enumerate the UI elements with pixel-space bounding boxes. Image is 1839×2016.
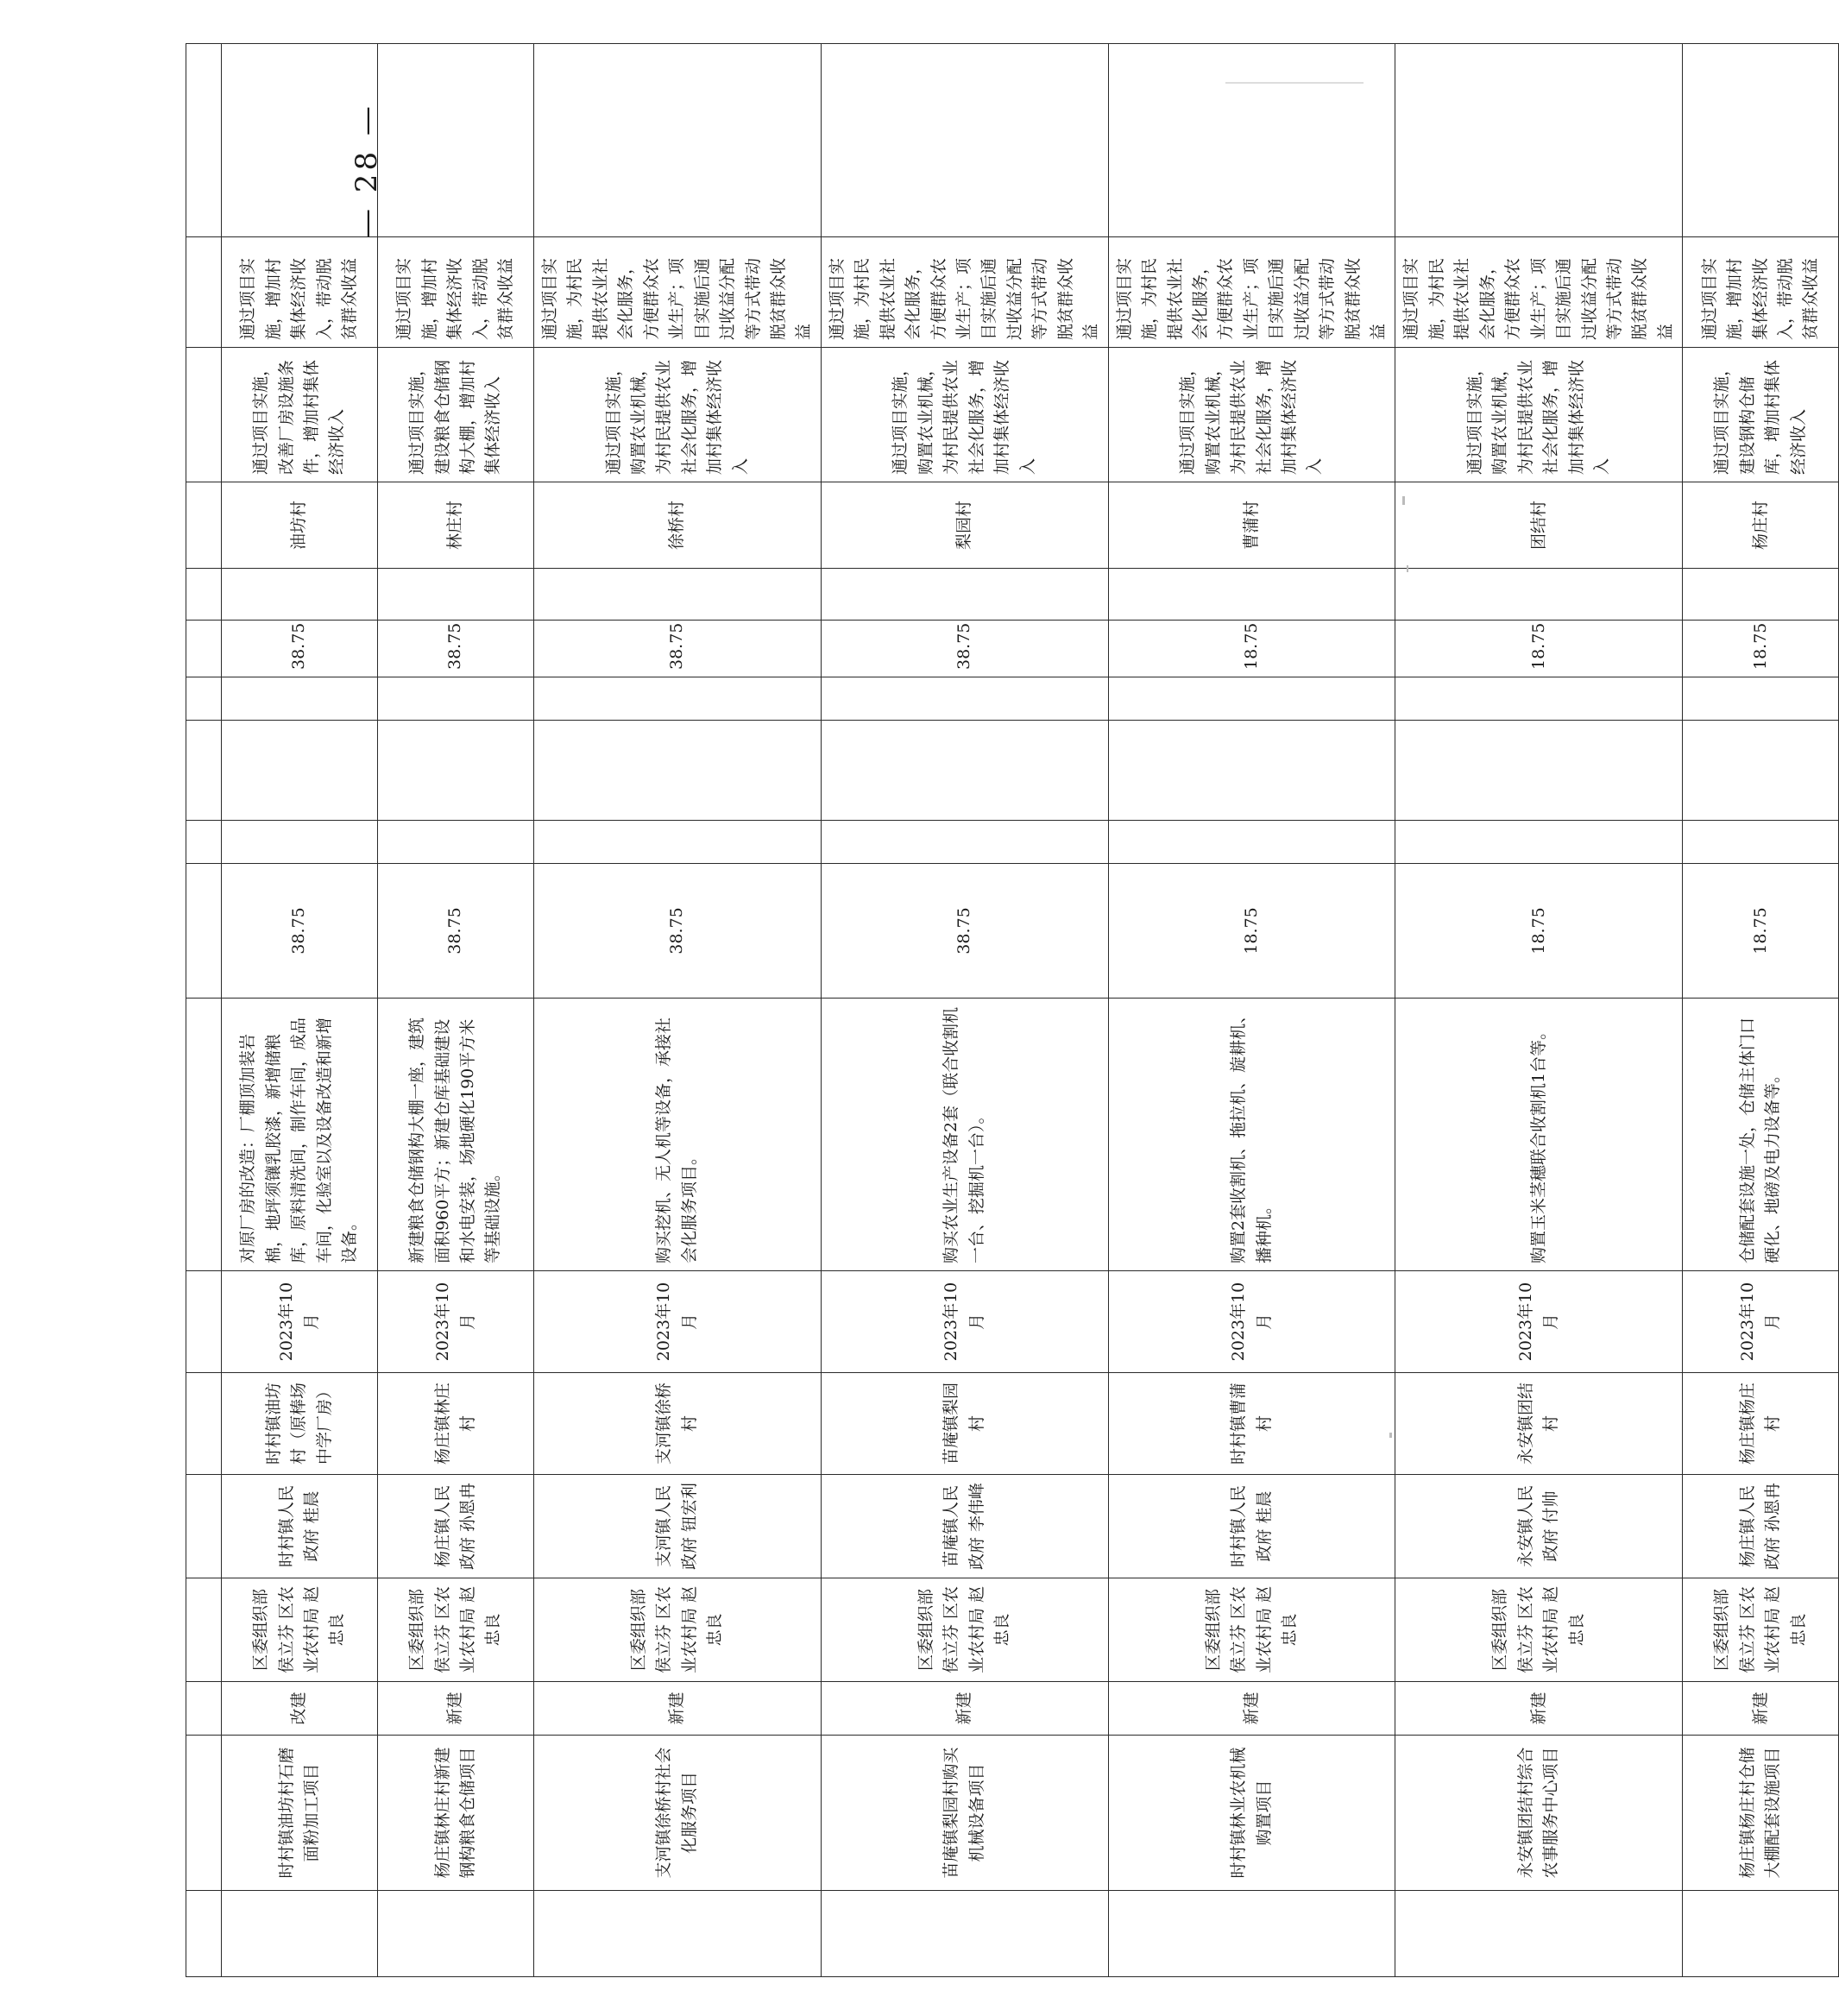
benefit-mechanism: 通过项目实施，购置农业机械，为村民提供农业社会化服务，增加村集体经济收入	[821, 348, 1108, 482]
fund-amount: 18.75	[1683, 621, 1839, 677]
supervisor: 区委组织部 侯立芬 区农业农村局 赵忠良	[222, 1578, 378, 1682]
table-cell	[222, 569, 378, 621]
table-cell	[186, 482, 222, 569]
table-cell	[186, 44, 222, 237]
table-cell	[378, 821, 534, 864]
project-location: 时村镇油坊村（原棒场中学厂房）	[222, 1373, 378, 1475]
benefit-effect: 通过项目实施，为村民提供农业社会化服务，方便群众农业生产；项目实施后通过收益分配等方式带动脱贫群众收益	[1108, 237, 1395, 348]
fund-amount: 38.75	[378, 621, 534, 677]
total-investment: 38.75	[222, 864, 378, 999]
fund-amount: 38.75	[222, 621, 378, 677]
table-row	[378, 44, 534, 1977]
table-cell	[222, 721, 378, 821]
total-investment: 18.75	[1395, 864, 1683, 999]
responsible-unit: 苗庵镇人民政府 李伟峰	[821, 1475, 1108, 1578]
table-cell	[1683, 721, 1839, 821]
supervisor: 区委组织部 侯立芬 区农业农村局 赵忠良	[1683, 1578, 1839, 1682]
table-cell	[186, 621, 222, 677]
table-cell	[1683, 1891, 1839, 1977]
construction-content: 对原厂房的改造：厂棚顶加装岩棉，地坪须镶乳胶漆，新增储粮库，原料清洗间，制作车间，成品车间，化验室以及设备改造和新增设备。	[222, 999, 378, 1271]
benefit-effect: 通过项目实施，为村民提供农业社会化服务，方便群众农业生产；项目实施后通过收益分配等方式带动脱贫群众收益	[1395, 237, 1683, 348]
project-location: 时村镇曹蒲村	[1108, 1373, 1395, 1475]
table-row	[1683, 44, 1839, 1977]
table-cell	[186, 1373, 222, 1475]
construction-type: 新建	[534, 1682, 822, 1736]
table-cell	[1395, 677, 1683, 721]
project-name: 杨庄镇林庄村新建钢构粮食仓储项目	[378, 1736, 534, 1891]
construction-content: 购置玉米茎穗联合收割机1台等。	[1395, 999, 1683, 1271]
benefit-village: 油坊村	[222, 482, 378, 569]
construction-content: 新建粮食仓储钢构大棚一座，建筑面积960平方；新建仓库基础建设和水电安装，场地硬化190平方米等基础设施。	[378, 999, 534, 1271]
responsible-unit: 杨庄镇人民政府 孙恩冉	[1683, 1475, 1839, 1578]
table-row	[821, 44, 1108, 1977]
responsible-unit: 支河镇人民政府 钮宏利	[534, 1475, 822, 1578]
project-name: 支河镇徐桥村社会化服务项目	[534, 1736, 822, 1891]
table-cell	[1108, 821, 1395, 864]
project-name: 杨庄镇杨庄村仓储大棚配套设施项目	[1683, 1736, 1839, 1891]
table-cell	[534, 677, 822, 721]
table-cell	[534, 1891, 822, 1977]
completion-date: 2023年10月	[222, 1271, 378, 1373]
table-cell	[1395, 1891, 1683, 1977]
project-name: 永安镇团结村综合农事服务中心项目	[1395, 1736, 1683, 1891]
supervisor: 区委组织部 侯立芬 区农业农村局 赵忠良	[1395, 1578, 1683, 1682]
completion-date: 2023年10月	[1108, 1271, 1395, 1373]
table-cell	[1395, 569, 1683, 621]
project-location: 永安镇团结村	[1395, 1373, 1683, 1475]
benefit-effect: 通过项目实施，为村民提供农业社会化服务，方便群众农业生产；项目实施后通过收益分配等方式带动脱贫群众收益	[821, 237, 1108, 348]
benefit-village: 杨庄村	[1683, 482, 1839, 569]
table-cell	[1683, 44, 1839, 237]
supervisor: 区委组织部 侯立芬 区农业农村局 赵忠良	[378, 1578, 534, 1682]
table-cell	[534, 821, 822, 864]
construction-type: 新建	[1683, 1682, 1839, 1736]
responsible-unit: 时村镇人民政府 桂晨	[1108, 1475, 1395, 1578]
project-location: 苗庵镇梨园村	[821, 1373, 1108, 1475]
benefit-mechanism: 通过项目实施，改善厂房设施条件，增加村集体经济收入	[222, 348, 378, 482]
table-cell	[186, 1475, 222, 1578]
table-cell	[821, 44, 1108, 237]
table-cell	[186, 821, 222, 864]
table-row	[186, 44, 222, 1977]
table-cell	[1108, 677, 1395, 721]
project-name: 时村镇林业农机械购置项目	[1108, 1736, 1395, 1891]
table-cell	[821, 821, 1108, 864]
benefit-village: 徐桥村	[534, 482, 822, 569]
total-investment: 38.75	[534, 864, 822, 999]
benefit-mechanism: 通过项目实施，购置农业机械，为村民提供农业社会化服务，增加村集体经济收入	[1108, 348, 1395, 482]
table-cell	[1108, 569, 1395, 621]
scan-speck	[1389, 1433, 1392, 1438]
table-cell	[1395, 44, 1683, 237]
benefit-village: 林庄村	[378, 482, 534, 569]
responsible-unit: 时村镇人民政府 桂晨	[222, 1475, 378, 1578]
responsible-unit: 永安镇人民政府 付帅	[1395, 1475, 1683, 1578]
construction-type: 新建	[821, 1682, 1108, 1736]
supervisor: 区委组织部 侯立芬 区农业农村局 赵忠良	[821, 1578, 1108, 1682]
construction-type: 改建	[222, 1682, 378, 1736]
benefit-mechanism: 通过项目实施，建设粮食仓储钢构大棚，增加村集体经济收入	[378, 348, 534, 482]
completion-date: 2023年10月	[378, 1271, 534, 1373]
table-cell	[821, 721, 1108, 821]
project-location: 支河镇徐桥村	[534, 1373, 822, 1475]
total-investment: 18.75	[1108, 864, 1395, 999]
table-cell	[534, 569, 822, 621]
table-cell	[1395, 721, 1683, 821]
completion-date: 2023年10月	[534, 1271, 822, 1373]
project-name: 苗庵镇梨园村购买机械设备项目	[821, 1736, 1108, 1891]
table-cell	[821, 677, 1108, 721]
table-cell	[186, 1682, 222, 1736]
completion-date: 2023年10月	[821, 1271, 1108, 1373]
construction-type: 新建	[1395, 1682, 1683, 1736]
total-investment: 18.75	[1683, 864, 1839, 999]
total-investment: 38.75	[821, 864, 1108, 999]
table-cell	[1108, 1891, 1395, 1977]
total-investment: 38.75	[378, 864, 534, 999]
table-cell	[186, 1891, 222, 1977]
table-cell	[378, 721, 534, 821]
construction-content: 购买农业生产设备2套（联合收割机一台、挖掘机一台）。	[821, 999, 1108, 1271]
table-cell	[1395, 821, 1683, 864]
project-location: 杨庄镇杨庄村	[1683, 1373, 1839, 1475]
table-cell	[378, 1891, 534, 1977]
page-number: — 28 —	[350, 103, 384, 238]
table-cell	[186, 999, 222, 1271]
construction-type: 新建	[1108, 1682, 1395, 1736]
table-cell	[378, 677, 534, 721]
table-cell	[186, 1736, 222, 1891]
benefit-effect: 通过项目实施，为村民提供农业社会化服务，方便群众农业生产；项目实施后通过收益分配等方式带动脱贫群众收益	[534, 237, 822, 348]
benefit-mechanism: 通过项目实施，购置农业机械，为村民提供农业社会化服务，增加村集体经济收入	[1395, 348, 1683, 482]
table-cell	[1108, 44, 1395, 237]
table-cell	[1108, 721, 1395, 821]
benefit-village: 梨园村	[821, 482, 1108, 569]
benefit-village: 曹蒲村	[1108, 482, 1395, 569]
table-cell	[222, 821, 378, 864]
table-cell	[821, 1891, 1108, 1977]
benefit-mechanism: 通过项目实施，建设钢构仓储库，增加村集体经济收入	[1683, 348, 1839, 482]
project-location: 杨庄镇林庄村	[378, 1373, 534, 1475]
benefit-effect: 通过项目实施，增加村集体经济收入，带动脱贫群众收益	[222, 237, 378, 348]
scan-speck	[1407, 565, 1408, 572]
completion-date: 2023年10月	[1683, 1271, 1839, 1373]
benefit-mechanism: 通过项目实施，购置农业机械，为村民提供农业社会化服务，增加村集体经济收入	[534, 348, 822, 482]
benefit-effect: 通过项目实施，增加村集体经济收入，带动脱贫群众收益	[378, 237, 534, 348]
benefit-village: 团结村	[1395, 482, 1683, 569]
fund-amount: 38.75	[534, 621, 822, 677]
table-cell	[534, 44, 822, 237]
table-row	[534, 44, 822, 1977]
table-cell	[186, 1578, 222, 1682]
scan-speck	[1225, 82, 1364, 84]
table-cell	[186, 569, 222, 621]
construction-type: 新建	[378, 1682, 534, 1736]
table-cell	[186, 1271, 222, 1373]
table-cell	[378, 569, 534, 621]
table-cell	[186, 864, 222, 999]
supervisor: 区委组织部 侯立芬 区农业农村局 赵忠良	[534, 1578, 822, 1682]
table-cell	[186, 721, 222, 821]
table-cell	[1683, 569, 1839, 621]
table-cell	[1683, 677, 1839, 721]
fund-amount: 18.75	[1395, 621, 1683, 677]
table-cell	[534, 721, 822, 821]
table-cell	[1683, 821, 1839, 864]
table-cell	[222, 1891, 378, 1977]
construction-content: 购买挖机、无人机等设备，承接社会化服务项目。	[534, 999, 822, 1271]
fund-amount: 38.75	[821, 621, 1108, 677]
benefit-effect: 通过项目实施，增加村集体经济收入，带动脱贫群众收益	[1683, 237, 1839, 348]
table-cell	[378, 44, 534, 237]
completion-date: 2023年10月	[1395, 1271, 1683, 1373]
supervisor: 区委组织部 侯立芬 区农业农村局 赵忠良	[1108, 1578, 1395, 1682]
table-row	[222, 44, 378, 1977]
table-cell	[186, 348, 222, 482]
responsible-unit: 杨庄镇人民政府 孙恩冉	[378, 1475, 534, 1578]
scan-speck	[1402, 496, 1405, 505]
table-cell	[222, 677, 378, 721]
table-cell	[821, 569, 1108, 621]
fund-amount: 18.75	[1108, 621, 1395, 677]
table-cell	[186, 237, 222, 348]
project-name: 时村镇油坊村石磨面粉加工项目	[222, 1736, 378, 1891]
table-cell	[186, 677, 222, 721]
table-row	[1395, 44, 1683, 1977]
construction-content: 购置2套收割机、拖拉机、旋耕机、播种机。	[1108, 999, 1395, 1271]
construction-content: 仓储配套设施一处，仓储主体门口硬化、地磅及电力设备等。	[1683, 999, 1839, 1271]
table-row	[1108, 44, 1395, 1977]
project-table	[186, 43, 1839, 1977]
